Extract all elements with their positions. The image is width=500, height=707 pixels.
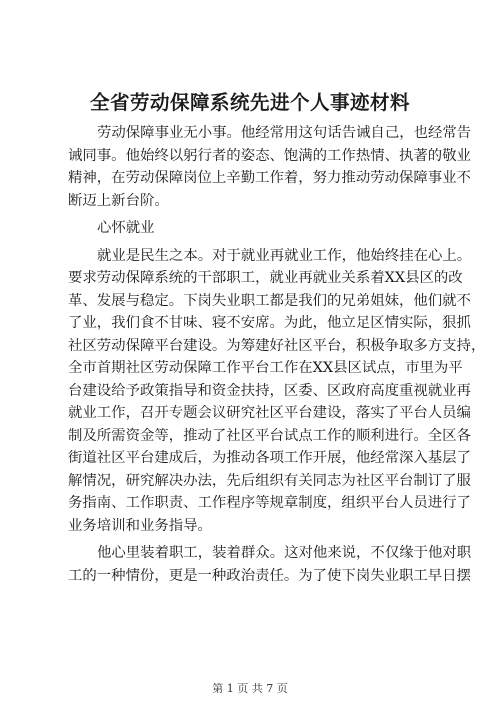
paragraph — [68, 245, 486, 538]
paragraph — [68, 122, 472, 212]
text-line: 就业工作，召开专题会议研究社区平台建设，落实了平台人员编 — [68, 405, 471, 421]
text-line: 了业，我们食不甘味、寝不安席。为此，他立足区情实际，狠抓 — [68, 315, 471, 331]
text-line: 精神，在劳动保障岗位上辛勤工作着，努力推动劳动保障事业不 — [68, 170, 471, 186]
text-line: 劳动保障事业无小事。他经常用这句话告诫自己，也经常告 — [97, 125, 472, 141]
text-line: 解情况，研究解决办法，先后组织有关同志为社区平台制订了服 — [68, 472, 471, 489]
text-line: 台建设给予政策指导和资金扶持，区委、区政府高度重视就业再 — [68, 382, 471, 399]
text-line: 工的一种情份，更是一种政治责任。为了使下岗失业职工早日摆 — [68, 567, 471, 584]
text-line: 心怀就业 — [97, 220, 155, 236]
text-line: 诫同事。他始终以躬行者的姿态、饱满的工作热情、执著的敬业 — [68, 147, 471, 164]
text-line: 全市首期社区劳动保障工作平台工作在XX县区试点，市里为平 — [68, 360, 463, 376]
page-footer: 第 1 页 共 7 页 — [212, 682, 288, 695]
text-line: 务指南、工作职责、工作程序等规章制度，组织平台人员进行了 — [68, 495, 471, 511]
text-line: 他心里装着职工，装着群众。这对他来说，不仅缘于他对职 — [97, 545, 472, 561]
document-title: 全省劳动保障系统先进个人事迹材料 — [89, 91, 410, 114]
text-line: 街道社区平台建成后，为推动各项工作开展，他经常深入基层了 — [68, 450, 471, 466]
text-line: 制及所需资金等，推动了社区平台试点工作的顺利进行。全区各 — [68, 427, 471, 444]
text-line: 就业是民生之本。对于就业再就业工作，他始终挂在心上。 — [97, 247, 472, 264]
text-line: 社区劳动保障平台建设。为筹建好社区平台，积极争取多方支持， — [68, 337, 486, 354]
document-body — [68, 122, 486, 587]
text-line: 断迈上新台阶。 — [68, 192, 169, 209]
paragraph — [68, 542, 472, 587]
text-line: 革、发展与稳定。下岗失业职工都是我们的兄弟姐妹，他们就不 — [68, 292, 471, 309]
text-line: 要求劳动保障系统的干部职工，就业再就业关系着XX县区的改 — [68, 270, 463, 286]
paragraph — [68, 217, 448, 240]
text-line: 业务培训和业务指导。 — [68, 517, 212, 534]
